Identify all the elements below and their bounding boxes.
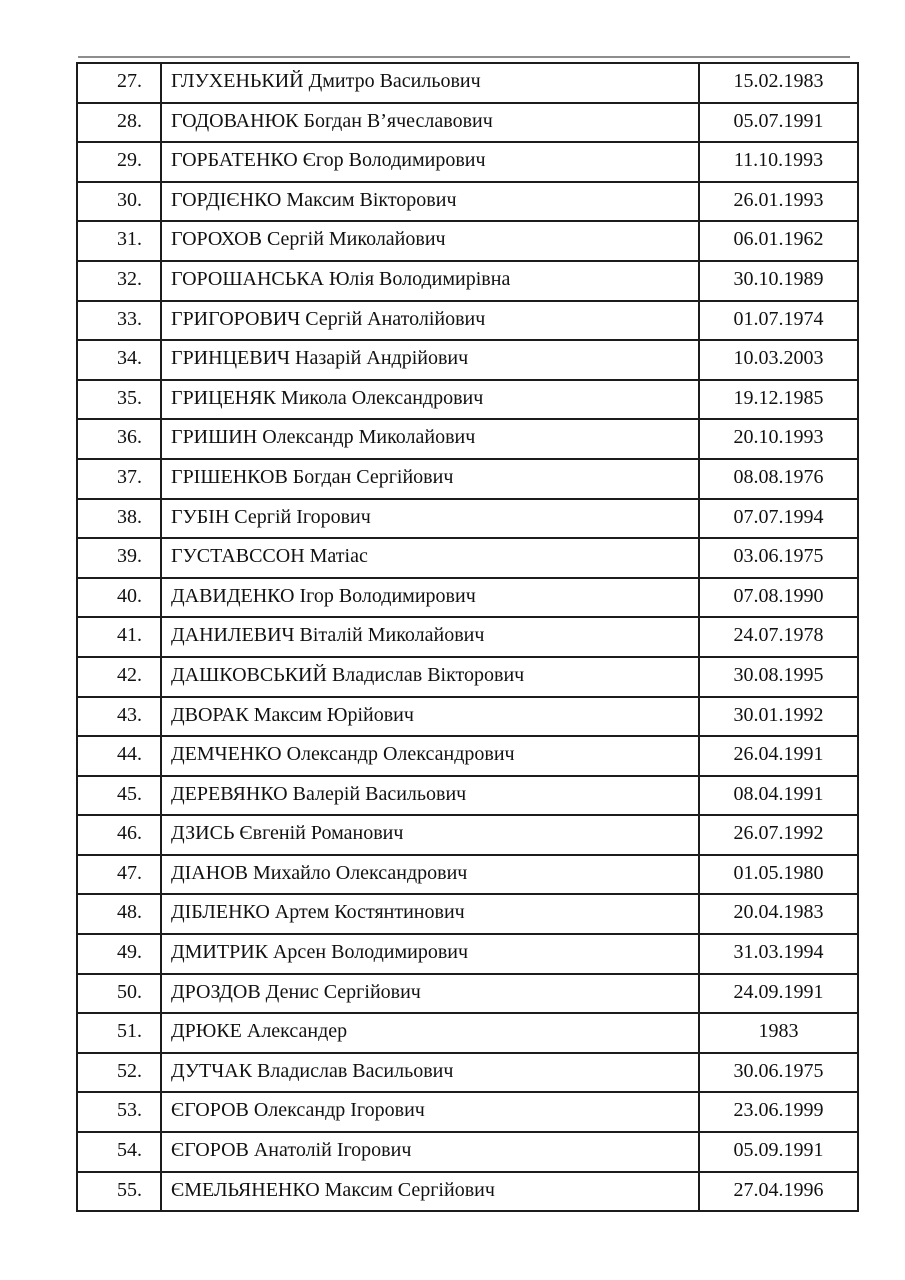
row-number-cell: 53.: [77, 1092, 161, 1132]
person-name-cell: ДЕРЕВЯНКО Валерій Васильович: [161, 776, 699, 816]
table-row: [77, 697, 858, 737]
table-row: [77, 1053, 858, 1093]
row-number-cell: 34.: [77, 340, 161, 380]
person-name-cell: ДУТЧАК Владислав Васильович: [161, 1053, 699, 1093]
person-name-cell: ГРІШЕНКОВ Богдан Сергійович: [161, 459, 699, 499]
table-row: [77, 855, 858, 895]
birth-date-cell: 05.09.1991: [699, 1132, 858, 1172]
row-number-cell: 40.: [77, 578, 161, 618]
birth-date-cell: 24.09.1991: [699, 974, 858, 1014]
person-name-cell: ГУСТАВССОН Матіас: [161, 538, 699, 578]
birth-date-cell: 19.12.1985: [699, 380, 858, 420]
birth-date-cell: 01.05.1980: [699, 855, 858, 895]
row-number-cell: 47.: [77, 855, 161, 895]
table-row: [77, 776, 858, 816]
birth-date-cell: 07.08.1990: [699, 578, 858, 618]
row-number-cell: 50.: [77, 974, 161, 1014]
table-row: [77, 578, 858, 618]
table-row: [77, 1013, 858, 1053]
person-name-cell: ГРИГОРОВИЧ Сергій Анатолійович: [161, 301, 699, 341]
birth-date-cell: 01.07.1974: [699, 301, 858, 341]
birth-date-cell: 06.01.1962: [699, 221, 858, 261]
birth-date-cell: 23.06.1999: [699, 1092, 858, 1132]
row-number-cell: 48.: [77, 894, 161, 934]
row-number-cell: 35.: [77, 380, 161, 420]
birth-date-cell: 10.03.2003: [699, 340, 858, 380]
person-name-cell: ДЕМЧЕНКО Олександр Олександрович: [161, 736, 699, 776]
person-name-cell: ДЗИСЬ Євгеній Романович: [161, 815, 699, 855]
birth-date-cell: 1983: [699, 1013, 858, 1053]
birth-date-cell: 05.07.1991: [699, 103, 858, 143]
person-name-cell: ГОДОВАНЮК Богдан В’ячеславович: [161, 103, 699, 143]
row-number-cell: 52.: [77, 1053, 161, 1093]
row-number-cell: 37.: [77, 459, 161, 499]
table-row: [77, 419, 858, 459]
row-number-cell: 29.: [77, 142, 161, 182]
row-number-cell: 54.: [77, 1132, 161, 1172]
person-name-cell: ГЛУХЕНЬКИЙ Дмитро Васильович: [161, 63, 699, 103]
row-number-cell: 43.: [77, 697, 161, 737]
table-row: [77, 617, 858, 657]
birth-date-cell: 15.02.1983: [699, 63, 858, 103]
table-row: [77, 261, 858, 301]
table-row: [77, 103, 858, 143]
birth-date-cell: 27.04.1996: [699, 1172, 858, 1212]
row-number-cell: 32.: [77, 261, 161, 301]
page-continuation-line: [78, 56, 850, 58]
person-name-cell: ГРИЦЕНЯК Микола Олександрович: [161, 380, 699, 420]
table-row: [77, 538, 858, 578]
personnel-roster-table: [76, 62, 859, 1212]
row-number-cell: 31.: [77, 221, 161, 261]
birth-date-cell: 31.03.1994: [699, 934, 858, 974]
table-row: [77, 974, 858, 1014]
person-name-cell: ГОРБАТЕНКО Єгор Володимирович: [161, 142, 699, 182]
row-number-cell: 36.: [77, 419, 161, 459]
table-row: [77, 182, 858, 222]
person-name-cell: ДІАНОВ Михайло Олександрович: [161, 855, 699, 895]
person-name-cell: ГОРОХОВ Сергій Миколайович: [161, 221, 699, 261]
person-name-cell: ДІБЛЕНКО Артем Костянтинович: [161, 894, 699, 934]
table-row: [77, 459, 858, 499]
birth-date-cell: 30.08.1995: [699, 657, 858, 697]
table-row: [77, 499, 858, 539]
person-name-cell: ДРОЗДОВ Денис Сергійович: [161, 974, 699, 1014]
person-name-cell: ЄГОРОВ Олександр Ігорович: [161, 1092, 699, 1132]
row-number-cell: 27.: [77, 63, 161, 103]
birth-date-cell: 20.04.1983: [699, 894, 858, 934]
person-name-cell: ГУБІН Сергій Ігорович: [161, 499, 699, 539]
table-row: [77, 1132, 858, 1172]
row-number-cell: 46.: [77, 815, 161, 855]
row-number-cell: 33.: [77, 301, 161, 341]
birth-date-cell: 26.07.1992: [699, 815, 858, 855]
row-number-cell: 51.: [77, 1013, 161, 1053]
row-number-cell: 38.: [77, 499, 161, 539]
table-row: [77, 1172, 858, 1212]
birth-date-cell: 11.10.1993: [699, 142, 858, 182]
birth-date-cell: 20.10.1993: [699, 419, 858, 459]
person-name-cell: ГРИНЦЕВИЧ Назарій Андрійович: [161, 340, 699, 380]
row-number-cell: 30.: [77, 182, 161, 222]
roster-table-body: [77, 63, 858, 1211]
person-name-cell: ЄГОРОВ Анатолій Ігорович: [161, 1132, 699, 1172]
table-row: [77, 1092, 858, 1132]
person-name-cell: ГРИШИН Олександр Миколайович: [161, 419, 699, 459]
person-name-cell: ДРЮКЕ Александер: [161, 1013, 699, 1053]
table-row: [77, 63, 858, 103]
row-number-cell: 45.: [77, 776, 161, 816]
birth-date-cell: 30.01.1992: [699, 697, 858, 737]
table-row: [77, 736, 858, 776]
person-name-cell: ДАВИДЕНКО Ігор Володимирович: [161, 578, 699, 618]
row-number-cell: 28.: [77, 103, 161, 143]
person-name-cell: ДАНИЛЕВИЧ Віталій Миколайович: [161, 617, 699, 657]
person-name-cell: ДВОРАК Максим Юрійович: [161, 697, 699, 737]
person-name-cell: ЄМЕЛЬЯНЕНКО Максим Сергійович: [161, 1172, 699, 1212]
person-name-cell: ДАШКОВСЬКИЙ Владислав Вікторович: [161, 657, 699, 697]
birth-date-cell: 03.06.1975: [699, 538, 858, 578]
row-number-cell: 49.: [77, 934, 161, 974]
row-number-cell: 44.: [77, 736, 161, 776]
person-name-cell: ГОРДІЄНКО Максим Вікторович: [161, 182, 699, 222]
table-row: [77, 815, 858, 855]
birth-date-cell: 30.06.1975: [699, 1053, 858, 1093]
table-row: [77, 340, 858, 380]
row-number-cell: 41.: [77, 617, 161, 657]
birth-date-cell: 08.04.1991: [699, 776, 858, 816]
birth-date-cell: 08.08.1976: [699, 459, 858, 499]
row-number-cell: 42.: [77, 657, 161, 697]
table-row: [77, 934, 858, 974]
table-row: [77, 221, 858, 261]
person-name-cell: ГОРОШАНСЬКА Юлія Володимирівна: [161, 261, 699, 301]
person-name-cell: ДМИТРИК Арсен Володимирович: [161, 934, 699, 974]
table-row: [77, 142, 858, 182]
table-row: [77, 380, 858, 420]
birth-date-cell: 24.07.1978: [699, 617, 858, 657]
table-row: [77, 894, 858, 934]
birth-date-cell: 07.07.1994: [699, 499, 858, 539]
row-number-cell: 39.: [77, 538, 161, 578]
birth-date-cell: 30.10.1989: [699, 261, 858, 301]
table-row: [77, 301, 858, 341]
birth-date-cell: 26.01.1993: [699, 182, 858, 222]
table-row: [77, 657, 858, 697]
row-number-cell: 55.: [77, 1172, 161, 1212]
birth-date-cell: 26.04.1991: [699, 736, 858, 776]
